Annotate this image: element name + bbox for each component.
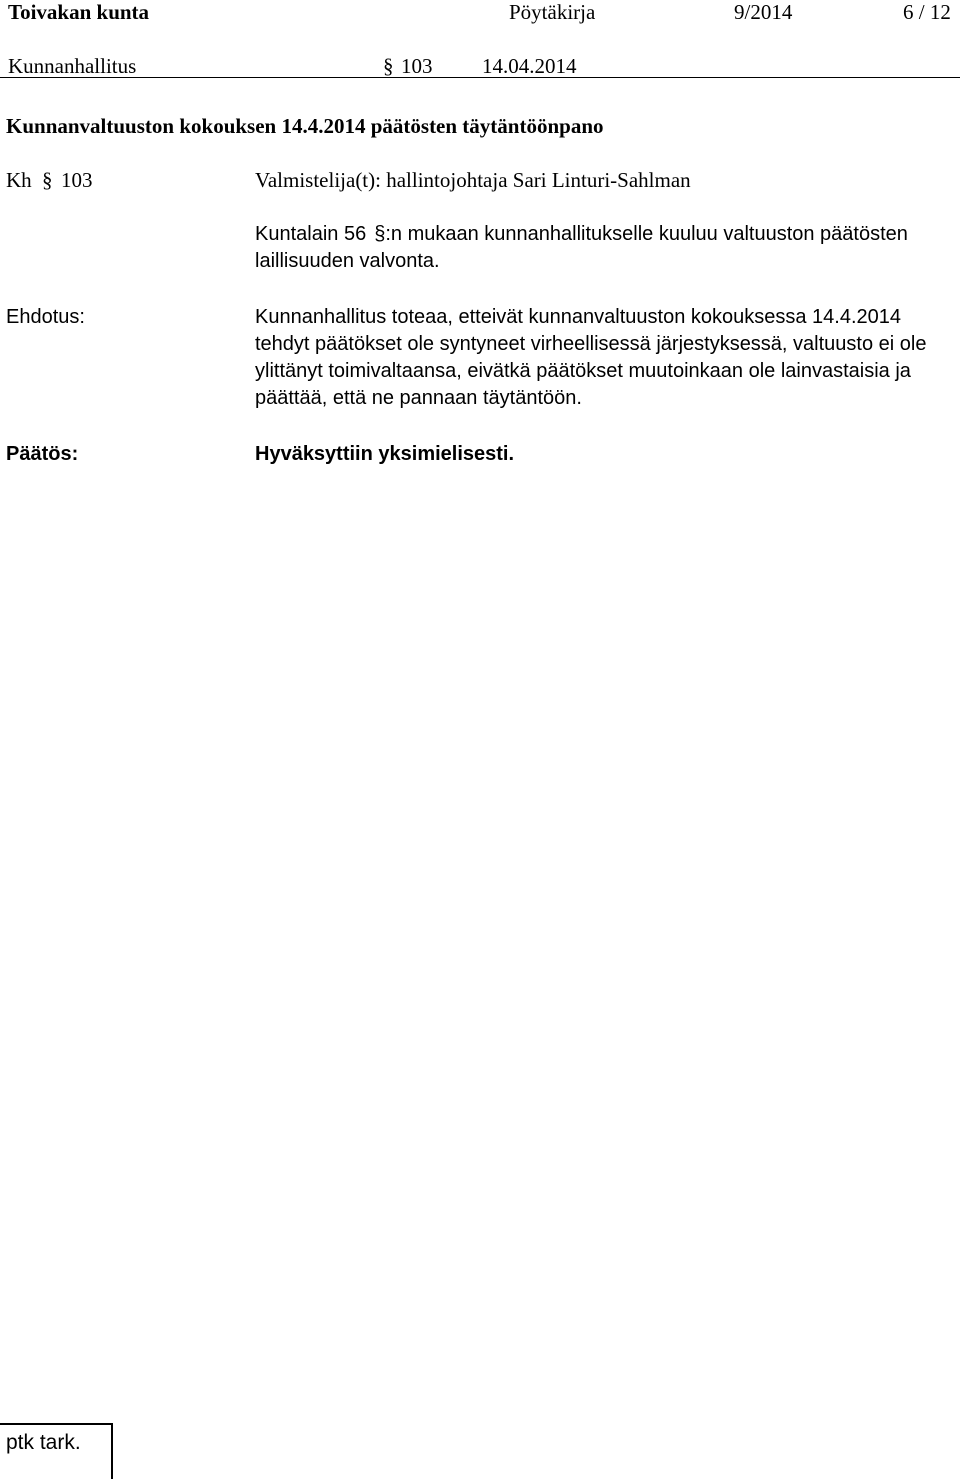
intro-text-a: Kuntalain 56 (255, 223, 367, 245)
minutes-check-box (0, 1423, 113, 1479)
proposal-line: Kunnanhallitus toteaa, etteivät kunnanvaltuuston kokouksessa 14.4.2014 (255, 306, 902, 328)
ref-section-sign-icon: § (42, 168, 53, 192)
page-info: 6 / 12 (903, 0, 951, 24)
document-number: 9/2014 (734, 0, 793, 24)
municipality-name: Toivakan kunta (8, 0, 150, 24)
meeting-body: Kunnanhallitus (8, 54, 137, 78)
intro-text-b: :n mukaan kunnanhallitukselle kuuluu valtuuston päätösten (385, 223, 908, 245)
intro-paragraph (255, 221, 955, 275)
ref-label: Kh (6, 168, 32, 192)
intro-section-sign-icon: § (374, 223, 386, 245)
section-sign-icon: § (383, 54, 394, 78)
header-section-number: 103 (401, 54, 433, 78)
intro-line-2: laillisuuden valvonta. (255, 250, 440, 272)
proposal-label: Ehdotus: (6, 306, 85, 328)
decision-label: Päätös: (6, 443, 79, 465)
page-title: Kunnanvaltuuston kokouksen 14.4.2014 päätösten täytäntöönpano (6, 114, 604, 138)
proposal-line: päättää, että ne pannaan täytäntöön. (255, 387, 582, 409)
proposal-paragraph (255, 304, 955, 412)
minutes-check-label: ptk tark. (6, 1431, 81, 1454)
decision-text: Hyväksyttiin yksimielisesti. (255, 443, 515, 465)
proposal-line: ylittänyt toimivaltaansa, eivätkä päätökset muutoinkaan ole lainvastaisia ja (255, 360, 911, 382)
header-divider (0, 77, 960, 78)
meeting-date: 14.04.2014 (482, 54, 577, 78)
preparer-line: Valmistelija(t): hallintojohtaja Sari Linturi-Sahlman (255, 168, 691, 192)
ref-number: 103 (61, 168, 93, 192)
document-type: Pöytäkirja (509, 0, 596, 24)
proposal-line: tehdyt päätökset ole syntyneet virheellisessä järjestyksessä, valtuusto ei ole (255, 333, 927, 355)
intro-line-1 (255, 221, 955, 248)
